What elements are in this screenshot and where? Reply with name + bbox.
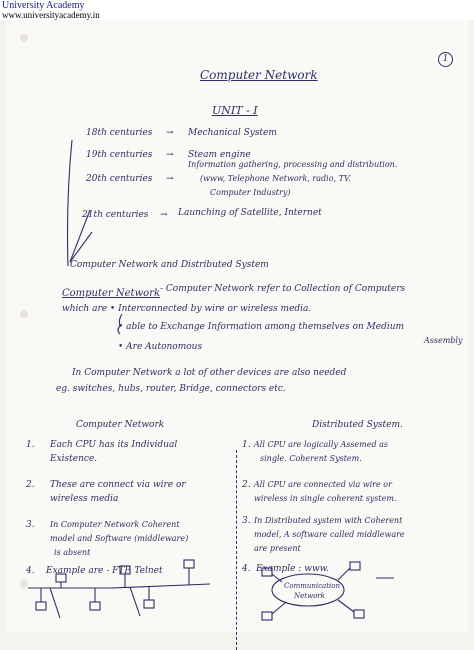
- cloud-label: Network: [294, 592, 325, 600]
- site-name: University Academy: [2, 0, 85, 11]
- bus-network-sketch: [28, 560, 210, 618]
- right-line: In Distributed system with Coherent: [254, 516, 403, 525]
- left-line: wireless media: [50, 494, 119, 504]
- era-item: Computer Industry): [210, 188, 291, 197]
- bracket-line: [70, 210, 90, 262]
- era-arrow: →: [160, 210, 168, 220]
- page-number: 1: [438, 52, 453, 67]
- left-line: These are connect via wire or: [50, 480, 186, 490]
- left-line: model and Software (middleware): [50, 534, 189, 543]
- right-line: single. Coherent System.: [260, 454, 362, 463]
- site-url: www.universityacademy.in: [2, 10, 100, 20]
- unit-heading: UNIT - I: [212, 104, 258, 117]
- right-num: 4.: [242, 564, 251, 574]
- left-line: Example are - FTP, Telnet: [46, 566, 163, 576]
- right-line: model, A software called middleware: [254, 530, 405, 539]
- era-century: 20th centuries: [86, 174, 153, 184]
- devices-note: In Computer Network a lot of other devices are also needed: [72, 368, 347, 378]
- bracket-line: [68, 140, 73, 266]
- era-item: Steam engine: [188, 150, 251, 160]
- left-line: is absent: [54, 548, 91, 557]
- era-arrow: →: [166, 128, 174, 138]
- definition-term: Computer Network: [62, 288, 160, 299]
- communication-network-cloud: [262, 562, 394, 620]
- left-line: Existence.: [50, 454, 98, 464]
- definition-line: • able to Exchange Information among themselves on Medium: [118, 322, 405, 332]
- left-heading: Computer Network: [76, 420, 165, 430]
- era-item: Mechanical System: [188, 128, 277, 138]
- right-line: wireless in single coherent system.: [254, 494, 397, 503]
- right-line: All CPU are logically Assemed as: [254, 440, 389, 449]
- devices-note: eg. switches, hubs, router, Bridge, connectors etc.: [56, 384, 286, 394]
- definition-line: which are • Interconnected by wire or wireless media.: [62, 304, 312, 314]
- right-line: are present: [254, 544, 301, 553]
- left-line: Each CPU has its Individual: [50, 440, 178, 450]
- cloud-label: Communication: [284, 582, 340, 590]
- right-num: 3.: [242, 516, 251, 526]
- right-num: 1.: [242, 440, 251, 450]
- era-arrow: →: [166, 174, 174, 184]
- bracket-line: [70, 232, 92, 262]
- era-century: 18th centuries: [86, 128, 153, 138]
- definition-line: - Computer Network refer to Collection of Computers: [160, 284, 406, 294]
- right-heading: Distributed System.: [312, 420, 403, 430]
- page-title: Computer Network: [200, 68, 318, 82]
- era-century: 19th centuries: [86, 150, 153, 160]
- right-line: Example : www.: [256, 564, 330, 574]
- left-num: 3.: [26, 520, 35, 530]
- left-line: In Computer Network Coherent: [50, 520, 180, 529]
- left-num: 1.: [26, 440, 35, 450]
- era-century: 21th centuries: [82, 210, 149, 220]
- branch-label: Computer Network and Distributed System: [70, 260, 269, 270]
- era-arrow: →: [166, 150, 174, 160]
- right-num: 2.: [242, 480, 251, 490]
- definition-line: • Are Autonomous: [118, 342, 203, 352]
- left-num: 4.: [26, 566, 35, 576]
- definition-line: Assembly: [424, 336, 463, 345]
- era-item: Launching of Satellite, Internet: [178, 208, 322, 218]
- era-item: Information gathering, processing and distribution.: [188, 160, 398, 169]
- era-item: (www, Telephone Network, radio, TV.: [200, 174, 351, 183]
- definition-brace: [118, 314, 122, 334]
- left-num: 2.: [26, 480, 35, 490]
- right-line: All CPU are connected via wire or: [254, 480, 392, 489]
